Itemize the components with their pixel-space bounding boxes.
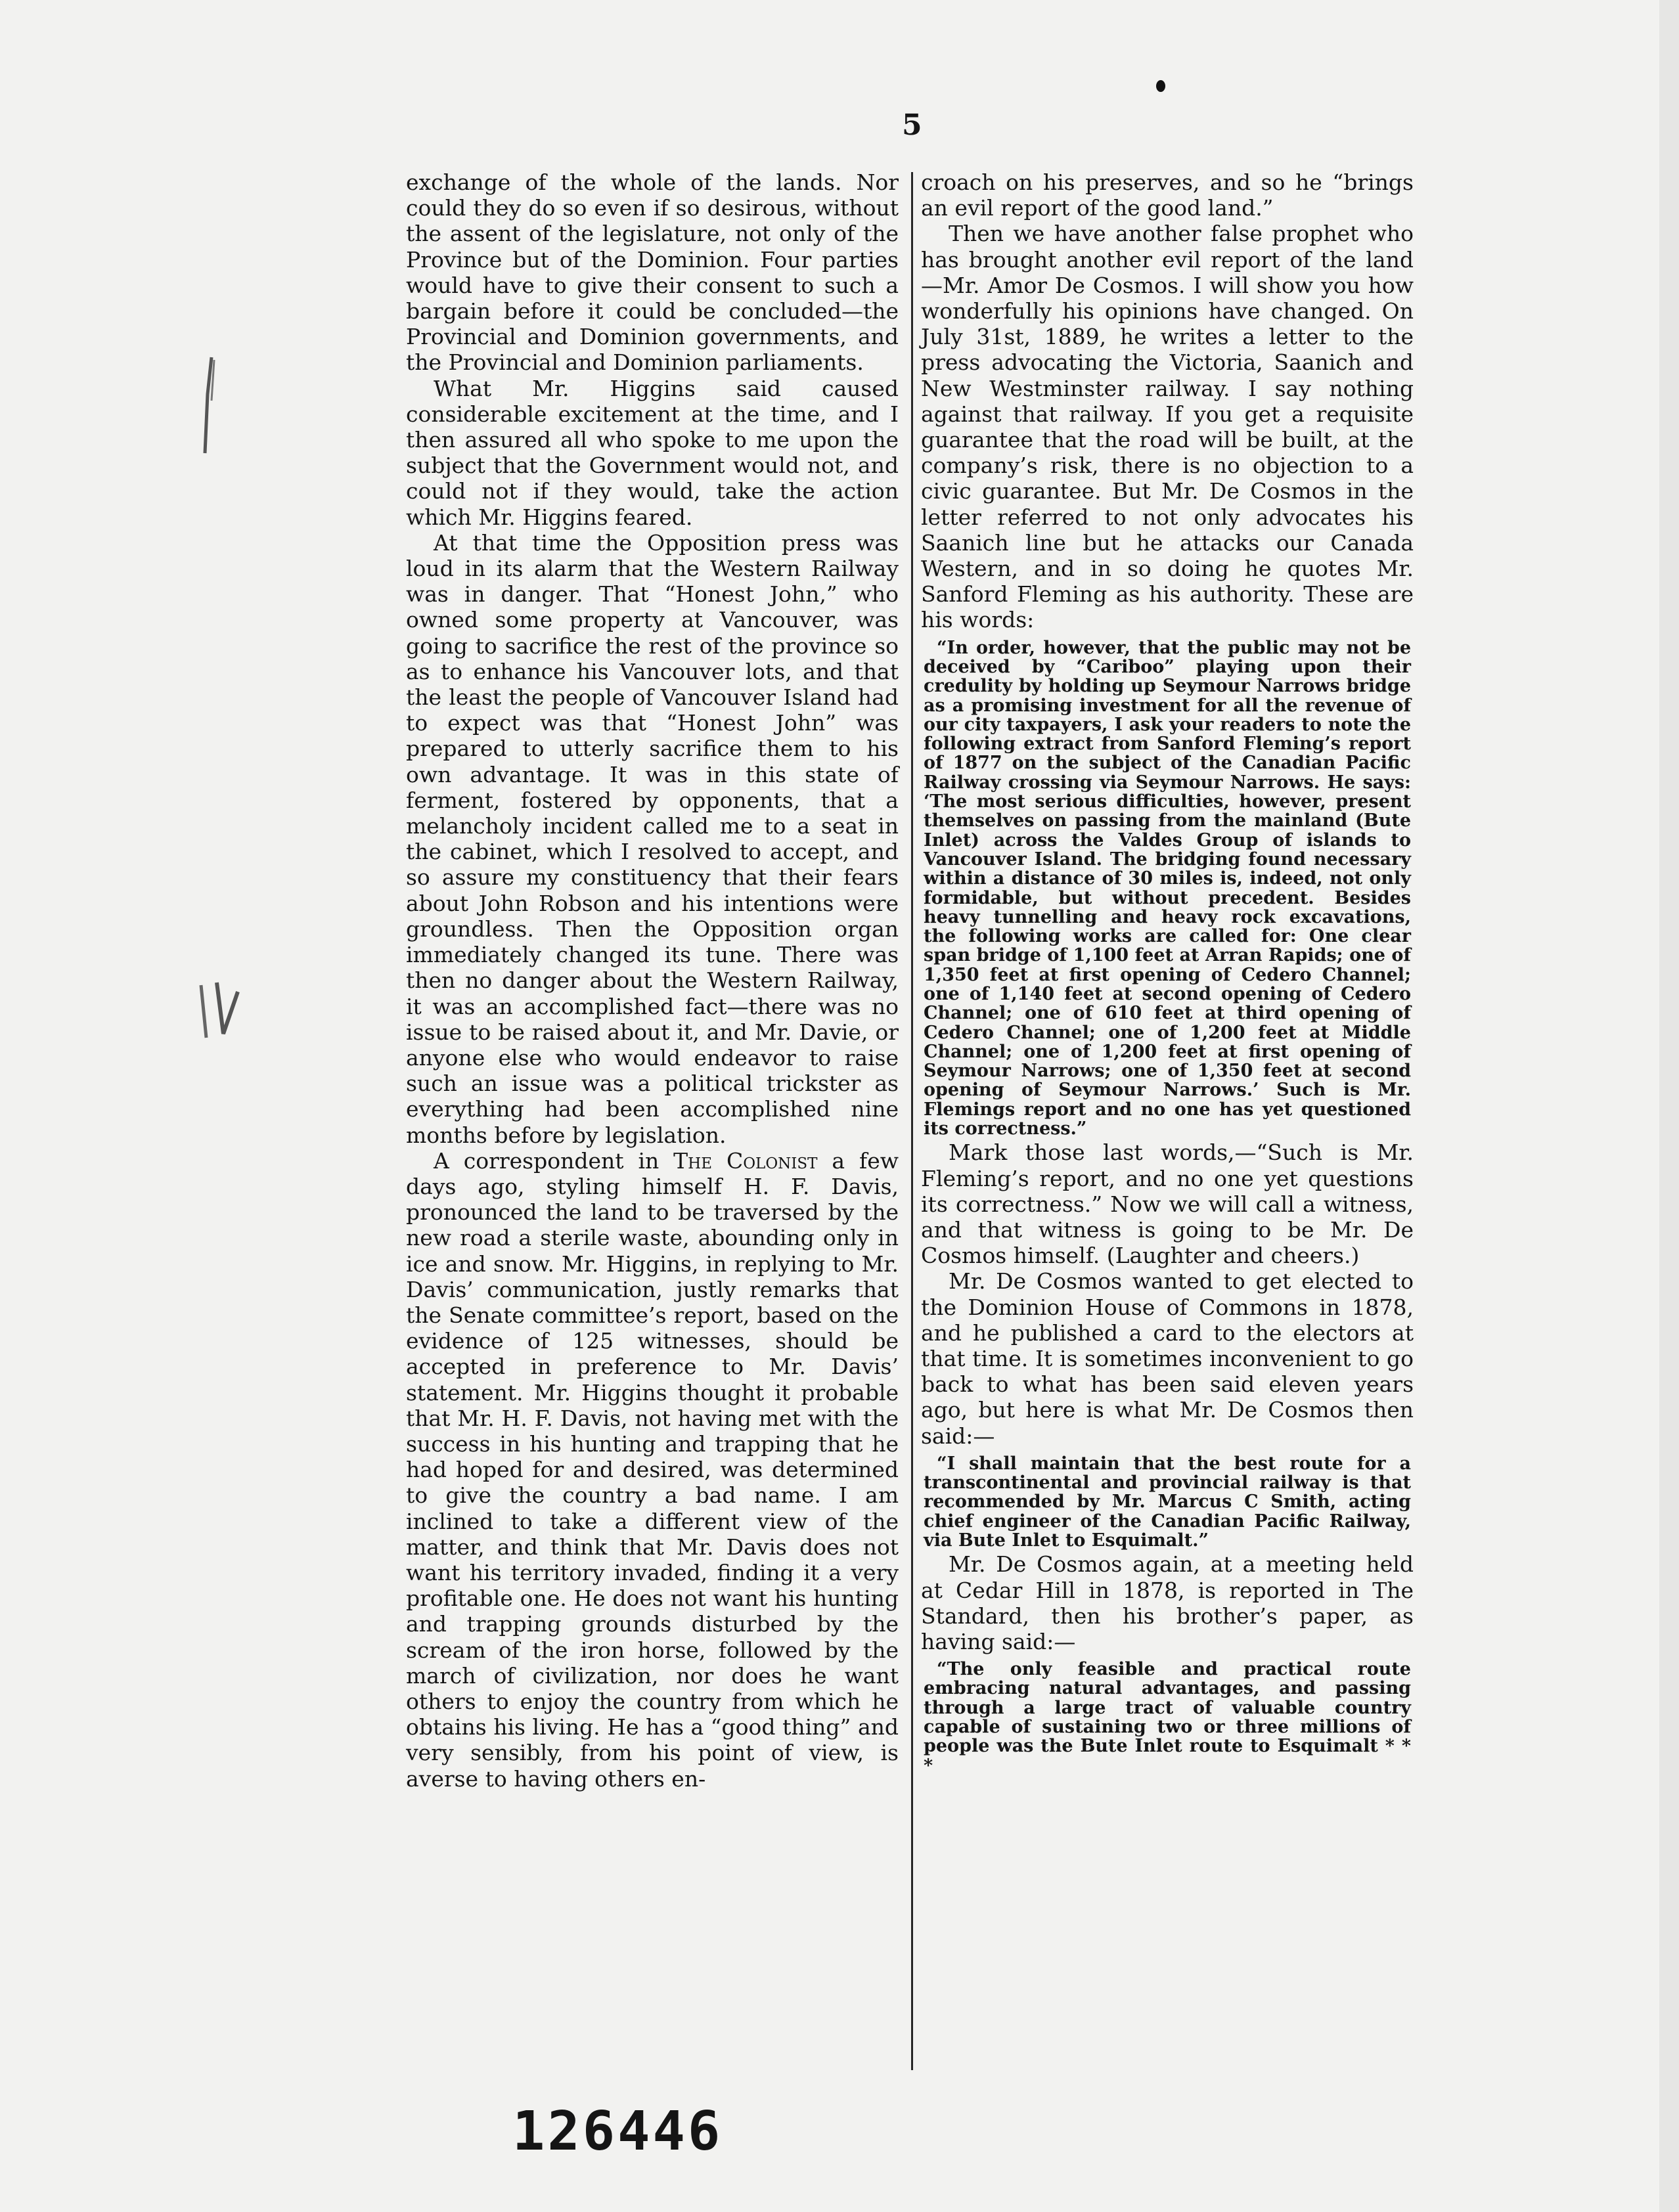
newspaper-name: The Colonist [673,1147,818,1174]
paragraph-text: A correspondent in [434,1147,674,1174]
paragraph: Mr. De Cosmos again, at a meeting held at Cedar Hill in 1878, is reported in The Standard, then his brother’s paper, as having said:— [921,1551,1414,1654]
paragraph: croach on his preserves, and so he “brings an evil report of the good land.” [921,169,1414,221]
paragraph-text: a few days ago, styling himself H. F. Davis, pronounced the land to be traversed by the new road a sterile waste, abounding only in ice and snow. Mr. Higgins, in replying to Mr. Davis’ communication, justly remarks that the Senate committee’s report, based on the evidence of 125 witnesses, should be accepted in preference to Mr. Davis’ statement. Mr. Higgins thought it probable that Mr. H. F. Davis, not having met with the success in his hunting and trapping that he had hoped for and desired, was determined to give the country a bad name. I am inclined to take a different view of the matter, and think that Mr. Davis does not want his territory invaded, finding it a very profitable one. He does not want his hunting and trapping grounds disturbed by the scream of the iron horse, followed by the march of civilization, nor does he want others to enjoy the country from which he obtains his living. He has a “good thing” and very sensibly, from his point of view, is averse to having others en- [406,1147,899,1792]
paragraph [406,1148,899,1792]
ink-dot [1156,80,1165,92]
column-rule [911,172,913,2070]
paragraph: Mark those last words,—“Such is Mr. Fleming’s report, and no one yet questions its correctness.” Now we will call a witness, and that witness is going to be Mr. De Cosmos himself. (Laughter and cheers.) [921,1139,1414,1269]
margin-check-mark [197,979,250,1044]
paragraph: Mr. De Cosmos wanted to get elected to the Dominion House of Commons in 1878, and he published a card to the electors at that time. It is sometimes inconvenient to go back to what has been said eleven years ago, but here is what Mr. De Cosmos then said:— [921,1268,1414,1449]
block-quote: “The only feasible and practical route embracing natural advantages, and passing through a large tract of valuable country capable of sustaining two or three millions of people was the Bute Inlet route to Esquimalt * * * [924,1659,1411,1776]
block-quote: “In order, however, that the public may not be deceived by “Cariboo” playing upon their credulity by holding up Seymour Narrows bridge as a promising investment for all the revenue of our city taxpayers, I ask your readers to note the following extract from Sanford Fleming’s report of 1877 on the subject of the Canadian Pacific Railway crossing via Seymour Narrows. He says: ‘The most serious difficulties, however, present themselves on passing from the mainland (Bute Inlet) across the Valdes Group of islands to Vancouver Island. The bridging found necessary within a distance of 30 miles is, indeed, not only formidable, but without precedent. Besides heavy tunnelling and heavy rock excavations, the following works are called for: One clear span bridge of 1,100 feet at Arran Rapids; one of 1,350 feet at first opening of Cedero Channel; one of 1,140 feet at second opening of Cedero Channel; one of 610 feet at third opening of Cedero Channel; one of 1,200 feet at Middle Channel; one of 1,200 feet at first opening of Seymour Narrows; one of 1,350 feet at second opening of Seymour Narrows.’ Such is Mr. Flemings report and no one has yet questioned its correctness.” [924,637,1411,1139]
paragraph: At that time the Opposition press was loud in its alarm that the Western Railway was in danger. That “Honest John,” who owned some property at Vancouver, was going to sacrifice the rest of the province so as to enhance his Vancouver lots, and that the least the people of Vancouver Island had to expect was that “Honest John” was prepared to utterly sacrifice them to his own advantage. It was in this state of ferment, fostered by opponents, that a melancholy incident called me to a seat in the cabinet, which I resolved to accept, and so assure my constituency that their fears about John Robson and his intentions were groundless. Then the Opposition organ immediately changed its tune. There was then no danger about the Western Railway, it was an accomplished fact—there was no issue to be raised about it, and Mr. Davie, or anyone else who would endeavor to raise such an issue was a political trickster as everything had been accomplished nine months before by legislation. [406,529,899,1148]
page-edge-shadow [1659,0,1679,2212]
catalog-number: 126446 [512,2100,723,2163]
paragraph: exchange of the whole of the lands. Nor could they do so even if so desirous, without the assent of the legislature, not only of the Province but of the Dominion. Four parties would have to give their consent to such a bargain before it could be concluded—the Provincial and Dominion governments, and the Provincial and Dominion parliaments. [406,169,899,376]
margin-pencil-mark [197,355,223,460]
right-column [921,169,1414,1777]
page-number: 5 [902,108,922,142]
left-column [406,169,899,1792]
paragraph: Then we have another false prophet who has brought another evil report of the land—Mr. Amor De Cosmos. I will show you how wonderfully his opinions have changed. On July 31st, 1889, he writes a letter to the press advocating the Victoria, Saanich and New Westminster railway. I say nothing against that railway. If you get a requisite guarantee that the road will be built, at the company’s risk, there is no objection to a civic guarantee. But Mr. De Cosmos in the letter referred to not only advocates his Saanich line but he attacks our Canada Western, and in so doing he quotes Mr. Sanford Fleming as his authority. These are his words: [921,221,1414,633]
paragraph: What Mr. Higgins said caused considerable excitement at the time, and I then assured all who spoke to me upon the subject that the Government would not, and could not if they would, take the action which Mr. Higgins feared. [406,375,899,530]
block-quote: “I shall maintain that the best route for a transcontinental and provincial railway is that recommended by Mr. Marcus C Smith, acting chief engineer of the Canadian Pacific Railway, via Bute Inlet to Esquimalt.” [924,1453,1411,1551]
